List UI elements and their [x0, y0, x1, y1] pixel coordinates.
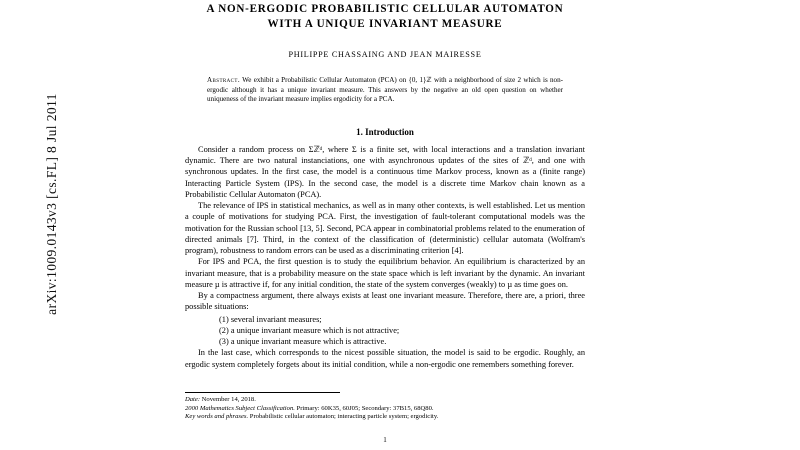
author-list: PHILIPPE CHASSAING AND JEAN MAIRESSE: [288, 50, 482, 59]
paragraph: By a compactness argument, there always exists at least one invariant measure. Therefore, there are, a priori, three possible situations:: [185, 291, 585, 312]
abstract-block: [207, 76, 563, 105]
footnote-keywords-value: Probabilistic cellular automaton; interacting particle system; ergodicity.: [248, 413, 439, 421]
title-line-2: WITH A UNIQUE INVARIANT MEASURE: [267, 17, 503, 30]
footnote-date-value: November 14, 2018.: [200, 396, 256, 403]
footnote-msc: [185, 405, 585, 414]
list-item: (3) a unique invariant measure which is attractive.: [219, 337, 387, 347]
section-number: 1.: [356, 126, 363, 137]
footnote-msc-label: 2000 Mathematics Subject Classification.: [185, 404, 295, 412]
footnote-keywords: [185, 413, 585, 422]
abstract-text: We exhibit a Probabilistic Cellular Automaton (PCA) on {0, 1}ℤ with a neighborhood of size 2 which is non-ergodic although it has a unique invariant measure. This answers by the negative an old open question on whether uniqueness of the invariant measure implies ergodicity for a PCA.: [207, 76, 563, 104]
footnote-divider: [185, 392, 340, 393]
page-title: [185, 2, 585, 31]
body-text: [185, 144, 585, 370]
footnote-date-label: Date:: [185, 396, 201, 403]
footnote-keywords-label: Key words and phrases.: [185, 413, 249, 421]
paragraph: In the last case, which corresponds to the nicest possible situation, the model is said to be ergodic. Roughly, an ergodic system completely forgets about its initial condition, while a non-ergodic one remembers something forever.: [185, 348, 585, 369]
section-heading: [185, 127, 585, 137]
paragraph: Consider a random process on Σℤᵈ, where Σ is a finite set, with local interactions and a translation invariant dynamic. There are two natural instanciations, one with asynchronous updates of the sites of ℤᵈ, and one with synchronous updates. In the first case, the model is a continuous time Markov process, known as a (finite range) Interacting Particle System (IPS). In the second case, the model is a discrete time Markov chain known as a Probabilistic Cellular Automaton (PCA).: [185, 144, 585, 199]
arxiv-identifier-stamp: arXiv:1009.0143v3 [cs.FL] 8 Jul 2011: [44, 93, 59, 315]
title-line-1: A NON-ERGODIC PROBABILISTIC CELLULAR AUTOMATON: [206, 3, 564, 15]
paragraph: For IPS and PCA, the first question is to study the equilibrium behavior. An equilibrium is characterized by an invariant measure, that is a probability measure on the state space which is left invariant by the dynamic. An invariant measure µ is attractive if, for any initial condition, the state of the system converges (weakly) to µ as time goes on.: [185, 257, 585, 289]
section-title: Introduction: [365, 126, 414, 137]
enumerated-list: [185, 314, 585, 348]
page-number: 1: [383, 436, 387, 444]
list-item: (1) several invariant measures;: [219, 314, 322, 324]
abstract-label: Abstract.: [207, 76, 241, 84]
paper-page: [185, 0, 585, 450]
paragraph: The relevance of IPS in statistical mechanics, as well as in many other contexts, is well established. Let us mention a couple of motivations for studying PCA. First, the investigation of fault-tolerant computational models was the motivation for the Russian school [13, 5]. Second, PCA appear in combinatorial problems related to the enumeration of directed animals [7]. Third, in the context of the classification of (deterministic) cellular automata (Wolfram's program), robustness to random errors can be used as a discriminating criterion [4].: [185, 201, 585, 256]
footnote-block: [185, 396, 585, 422]
footnote-date: [185, 396, 585, 405]
footnote-msc-value: Primary: 60K35, 60J05; Secondary: 37B15, 68Q80.: [294, 404, 434, 412]
list-item: (2) a unique invariant measure which is not attractive;: [219, 325, 400, 335]
